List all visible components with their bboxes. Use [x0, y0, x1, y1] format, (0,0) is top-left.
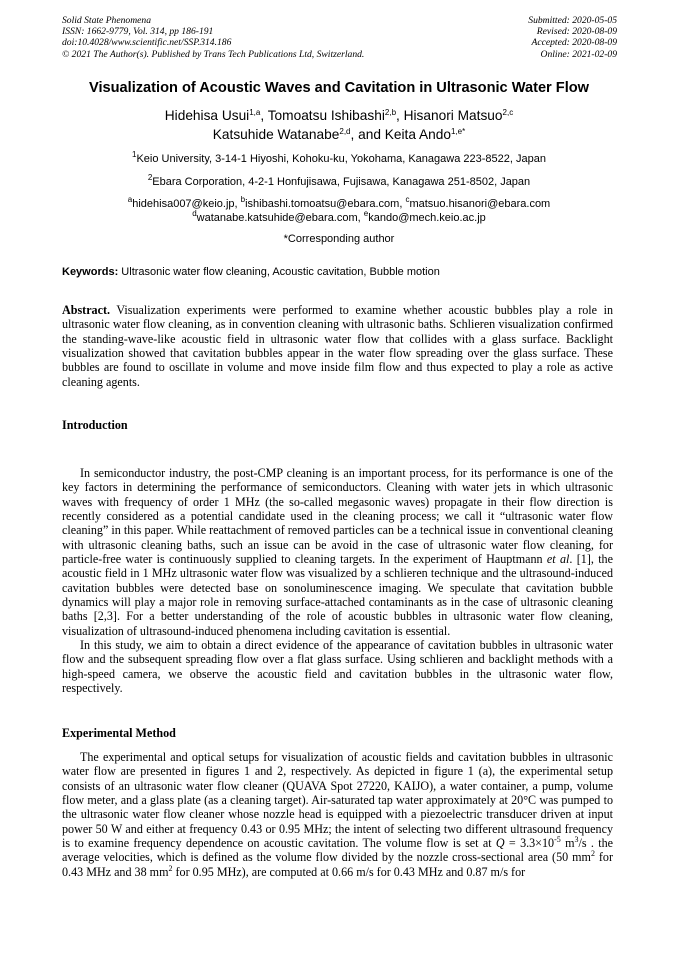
online-date: Online: 2021-02-09	[540, 48, 617, 60]
keywords-label: Keywords:	[62, 266, 119, 278]
exponent: 3	[574, 835, 579, 845]
keywords-text: Ultrasonic water flow cleaning, Acoustic cavitation, Bubble motion	[118, 266, 440, 278]
abstract-text: Visualization experiments were performed to examine whether acoustic bubbles play a role in ultrasonic water flow cleaning, as in convention cleaning with ultrasonic baths. Schlieren visualization confirmed the standing-wave-like acoustic field in ultrasonic water flow that collides with a glass surface. Backlight visualization showed that cavitation bubbles appear in the water flow spreading over the glass surface. These bubbles are found to oscillate in volume and move inside film flow and thus expected to play a role as active cleaning agents.	[62, 303, 613, 389]
copyright: © 2021 The Author(s). Published by Trans Tech Publications Ltd, Switzerland.	[62, 48, 365, 60]
email-mark: e	[363, 209, 369, 218]
email-mark: b	[240, 195, 246, 204]
author-affiliation-mark: 2,b	[384, 108, 397, 117]
affiliation-1	[40, 150, 638, 165]
paragraph-text: /s . the average velocities, which is defined as the volume flow divided by the nozzle cross-sectional area (50 mm	[62, 836, 613, 865]
author-line-2	[40, 125, 638, 144]
author-affiliation-mark: 2,c	[502, 108, 514, 117]
publication-dates	[528, 15, 617, 60]
introduction-heading: Introduction	[62, 418, 128, 432]
affiliation-text: Ebara Corporation, 4-2-1 Honfujisawa, Fujisawa, Kanagawa 251-8502, Japan	[152, 176, 531, 188]
corresponding-author-note: *Corresponding author	[283, 233, 395, 245]
email-mark: d	[192, 209, 197, 218]
paragraph-text: In semiconductor industry, the post-CMP cleaning is an important process, for its performance is one of the key factors in determining the performance of semiconductors. Cleaning with water jets in which ultrasonic waves with frequency of order 1 MHz (the so-called megasonic waves) propagate in their flow direction is recently considered as a potential candidate used in the cleaning process; we call it “ultrasonic water flow cleaning” in this paper. While reattachment of removed particles can be a technical issue in conventional cleaning with ultrasonic cleaning baths, such an issue can be avoid in the case of ultrasonic water flow cleaning, for particle-free water is continuously supplied to cleaning targets. In the experiment of Hauptmann	[62, 466, 613, 567]
method-paragraph-1	[62, 750, 613, 879]
paragraph-text: = 3.3×10	[504, 836, 555, 851]
author-separator: ,	[260, 108, 268, 123]
email-line-2	[40, 211, 638, 225]
affiliation-mark: 2	[147, 173, 153, 182]
paper-title: Visualization of Acoustic Waves and Cavitation in Ultrasonic Water Flow	[88, 80, 590, 96]
author-separator: ,	[396, 108, 404, 123]
paragraph-text: . [1], the acoustic field in 1 MHz ultrasonic water flow was visualized by a schlieren technique and the ultrasound-induced cavitation bubbles were detected base on sonoluminescence imaging. We speculate that cavitation bubble dynamics will play a major role in removing surface-attached contaminants as in the case of ultrasonic cleaning baths [2,3]. For a better understanding of the role of acoustic bubbles in ultrasonic water flow cleaning, visualization of ultrasound-induced phenomena including cavitation is essential.	[62, 552, 613, 638]
method-heading: Experimental Method	[62, 726, 176, 740]
email-address: watanabe.katsuhide@ebara.com,	[196, 212, 364, 224]
email-line-1	[40, 197, 638, 211]
paragraph-text: for 0.43 MHz and 38 mm	[62, 850, 614, 879]
exponent: 2	[590, 849, 595, 859]
journal-info	[62, 15, 364, 60]
abstract-label: Abstract.	[62, 303, 111, 317]
author-name: Katsuhide Watanabe	[212, 127, 340, 142]
author-name: Hidehisa Usui	[164, 108, 250, 123]
exponent: -5	[554, 835, 561, 845]
journal-issn: ISSN: 1662-9779, Vol. 314, pp 186-191	[62, 26, 214, 38]
accepted-date: Accepted: 2020-08-09	[531, 37, 617, 49]
paragraph-text: The experimental and optical setups for visualization of acoustic fields and cavitation bubbles in ultrasonic water flow are presented in figures 1 and 2, respectively. As depicted in figure 1 (a), the experimental setup consists of an ultrasonic water flow cleaner (QUAVA Spot 27220, KAIJO), a water container, a pump, volume flow meter, and a glass plate (as a cleaning target). Air-saturated tap water approximately at 20°C was pumped to the ultrasonic water flow cleaner whose nozzle head is equipped with a piezoelectric transducer driven at input power 50 W and either at frequency 0.43 or 0.95 MHz; the intent of selecting two different ultrasound frequency is to examine frequency dependence on acoustic cavitation. The volume flow is set at	[62, 750, 613, 851]
author-name: Tomoatsu Ishibashi	[267, 108, 385, 123]
email-address: matsuo.hisanori@ebara.com	[409, 198, 551, 210]
paragraph-text: for 0.95 MHz), are computed at 0.66 m/s for 0.43 MHz and 0.87 m/s for	[172, 864, 526, 879]
author-affiliation-mark: 1,a	[249, 108, 261, 117]
author-affiliation-mark: 2,d	[339, 127, 351, 136]
email-mark: a	[127, 195, 133, 204]
submitted-date: Submitted: 2020-05-05	[528, 15, 617, 26]
author-name: Keita Ando	[384, 127, 451, 142]
paragraph-text: m	[560, 836, 575, 851]
author-line-1	[40, 106, 638, 125]
email-list	[40, 197, 638, 225]
keywords	[62, 266, 440, 278]
author-name: Hisanori Matsuo	[403, 108, 503, 123]
author-affiliation-mark: 1,e*	[450, 127, 466, 136]
email-address: kando@mech.keio.ac.jp	[368, 212, 486, 224]
email-mark: c	[405, 195, 410, 204]
abstract	[62, 303, 613, 389]
affiliation-2	[40, 173, 638, 188]
affiliation-mark: 1	[132, 150, 137, 159]
email-address: hidehisa007@keio.jp,	[132, 198, 241, 210]
email-address: ishibashi.tomoatsu@ebara.com,	[245, 198, 406, 210]
affiliation-text: Keio University, 3-14-1 Hiyoshi, Kohoku-ku, Yokohama, Kanagawa 223-8522, Japan	[136, 153, 546, 165]
author-separator: , and	[350, 127, 385, 142]
journal-doi: doi:10.4028/www.scientific.net/SSP.314.186	[62, 37, 232, 49]
journal-name: Solid State Phenomena	[62, 15, 151, 26]
introduction-paragraph-1	[62, 466, 613, 638]
introduction-paragraph-2: In this study, we aim to obtain a direct evidence of the appearance of cavitation bubbles in ultrasonic water flow and the subsequent spreading flow over a flat glass surface. Using schlieren and backlight methods with a high-speed camera, we observe the acoustic field and cavitation bubbles in the ultrasonic water flow, respectively.	[62, 638, 613, 696]
exponent: 2	[168, 863, 173, 873]
revised-date: Revised: 2020-08-09	[536, 26, 617, 38]
author-list	[40, 106, 638, 144]
paragraph-text-italic: et al	[546, 552, 570, 567]
flow-symbol: Q	[495, 836, 505, 851]
